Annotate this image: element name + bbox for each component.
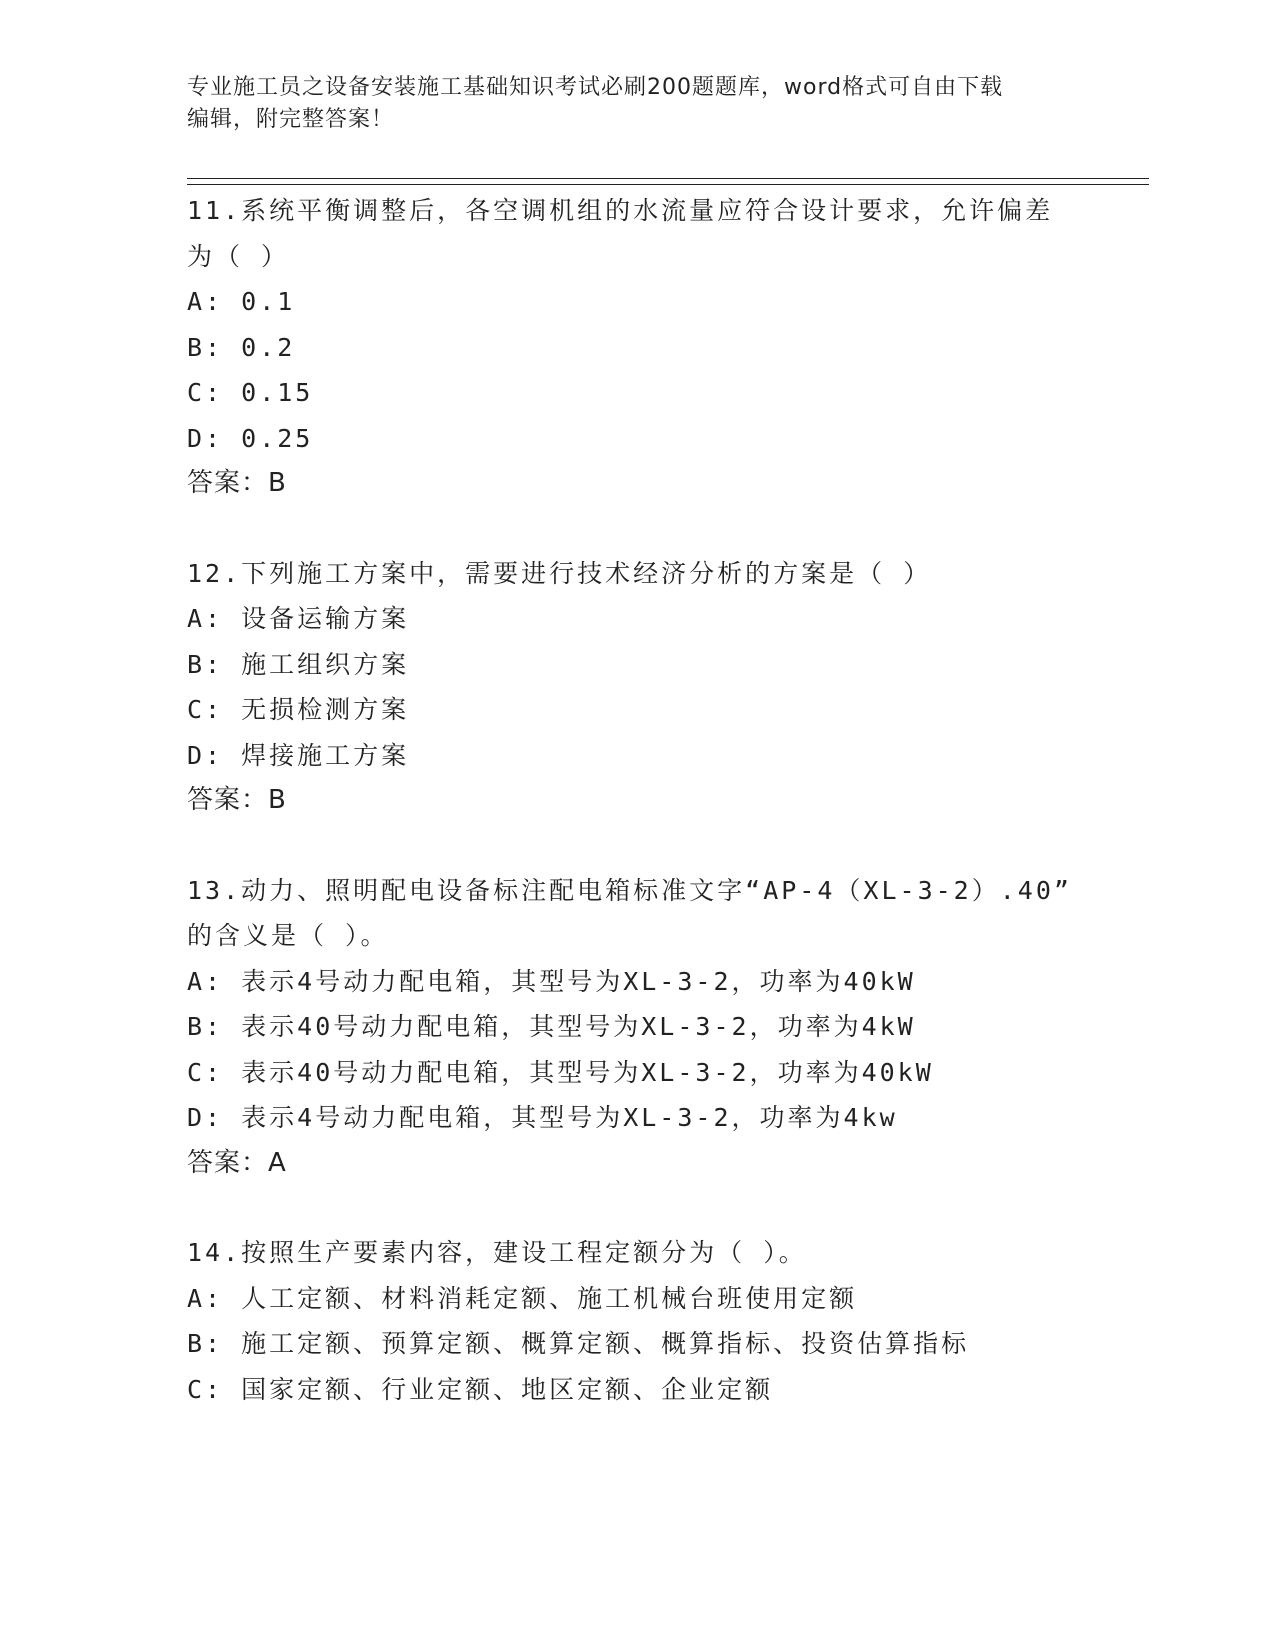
question-list xyxy=(187,188,1137,1456)
option-c: C: 表示40号动力配电箱，其型号为XL-3-2，功率为40kW xyxy=(187,1057,934,1087)
question-stem: 12.下列施工方案中，需要进行技术经济分析的方案是（ ） xyxy=(187,558,932,588)
answer: 答案：B xyxy=(187,468,287,498)
option-a: A: 人工定额、材料消耗定额、施工机械台班使用定额 xyxy=(187,1283,858,1313)
question-11 xyxy=(187,188,1137,507)
option-c: C: 无损检测方案 xyxy=(187,695,410,724)
document-header xyxy=(187,72,1087,136)
option-a: A: 表示4号动力配电箱，其型号为XL-3-2，功率为40kW xyxy=(187,966,916,996)
option-b: B: 0.2 xyxy=(187,332,296,362)
answer: 答案：B xyxy=(187,785,287,815)
option-c: C: 0.15 xyxy=(187,378,314,407)
option-a: A: 0.1 xyxy=(187,287,296,316)
header-divider-bottom xyxy=(187,184,1149,185)
question-12 xyxy=(187,551,1137,824)
option-d: D: 表示4号动力配电箱，其型号为XL-3-2，功率为4kw xyxy=(187,1103,898,1132)
question-stem: 11.系统平衡调整后，各空调机组的水流量应符合设计要求，允许偏差 xyxy=(187,196,1054,225)
option-b: B: 施工定额、预算定额、概算定额、概算指标、投资估算指标 xyxy=(187,1329,970,1358)
option-d: D: 0.25 xyxy=(187,423,314,453)
question-14 xyxy=(187,1230,1137,1412)
question-stem: 的含义是（ ）。 xyxy=(187,921,389,950)
question-13 xyxy=(187,868,1137,1187)
header-divider-top xyxy=(187,178,1149,179)
option-a: A: 设备运输方案 xyxy=(187,604,410,633)
option-c: C: 国家定额、行业定额、地区定额、企业定额 xyxy=(187,1374,774,1404)
option-b: B: 表示40号动力配电箱，其型号为XL-3-2，功率为4kW xyxy=(187,1012,916,1041)
header-title-line-2: 编辑，附完整答案！ xyxy=(187,107,395,132)
answer: 答案：A xyxy=(187,1147,287,1178)
question-stem: 13.动力、照明配电设备标注配电箱标准文字“AP-4（XL-3-2）.40” xyxy=(187,875,1072,905)
question-stem: 14.按照生产要素内容，建设工程定额分为（ ）。 xyxy=(187,1238,807,1267)
header-title-line-1: 专业施工员之设备安装施工基础知识考试必刷200题题库，word格式可自由下载 xyxy=(187,75,1004,100)
option-b: B: 施工组织方案 xyxy=(187,649,410,679)
option-d: D: 焊接施工方案 xyxy=(187,740,410,770)
question-stem: 为（ ） xyxy=(187,241,290,271)
